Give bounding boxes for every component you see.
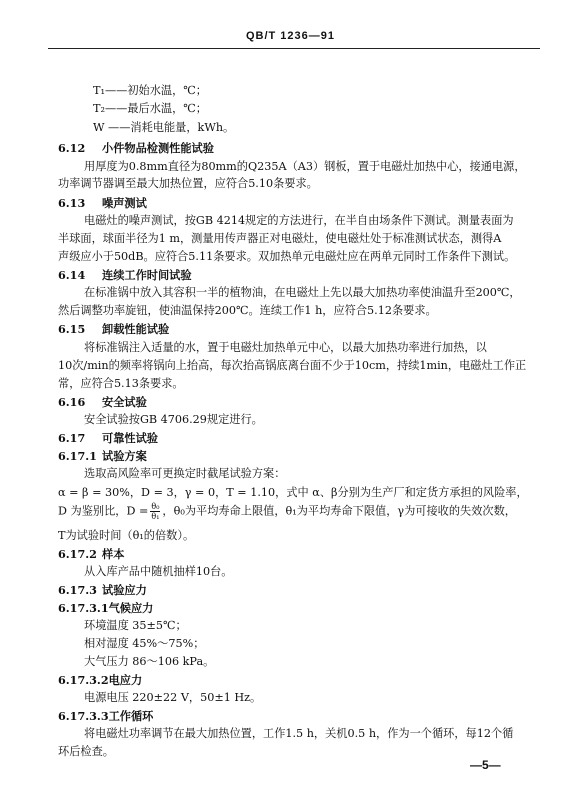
line-text: 噪声测试	[102, 196, 147, 210]
text-line	[58, 359, 526, 373]
section-heading	[58, 196, 147, 210]
section-heading	[58, 268, 192, 282]
text-line	[84, 160, 526, 174]
line-text: 环后检查。	[58, 745, 114, 758]
section-number: 6.17.1	[58, 449, 97, 463]
line-text: T为试验时间（θ₁的倍数）。	[58, 529, 195, 542]
line-text: T₂——最后水温，℃；	[93, 102, 207, 115]
formula-line	[58, 502, 516, 521]
text-line	[93, 121, 234, 135]
section-number: 6.13	[58, 196, 86, 210]
section-heading	[58, 583, 147, 597]
line-text: 电磁灶的噪声测试，按GB 4214规定的方法进行，在半自由场条件下测试。测量表面为	[84, 214, 514, 227]
section-number: 6.17.2	[58, 547, 97, 561]
line-text: 卸载性能试验	[102, 322, 170, 336]
formula-lead: D 为鉴别比，D =	[58, 504, 149, 518]
section-number: 6.17.3.1	[58, 601, 109, 615]
line-text: W ——消耗电能量，kWh。	[93, 121, 235, 134]
text-line	[84, 413, 263, 427]
text-line	[58, 745, 114, 759]
section-number: 6.14	[58, 268, 86, 282]
section-heading	[58, 547, 124, 561]
section-heading	[58, 673, 142, 687]
section-heading	[58, 395, 147, 409]
line-text: 试验应力	[102, 583, 147, 597]
section-number: 6.17.3.3	[58, 709, 109, 723]
text-line	[58, 304, 437, 318]
text-line	[84, 637, 204, 651]
section-number: 6.16	[58, 395, 86, 409]
section-heading	[58, 431, 158, 445]
text-line	[84, 214, 514, 228]
text-line	[84, 727, 513, 741]
line-text: 小件物品检测性能试验	[102, 141, 214, 155]
line-text: 声级应小于50dB。应符合5.11条要求。双加热单元电磁灶应在两单元同时工作条件下测试。	[58, 250, 516, 263]
line-text: 可靠性试验	[102, 431, 158, 445]
line-text: 功率调节器调至最大加热位置，应符合5.10条要求。	[58, 177, 318, 190]
header-rule	[48, 48, 540, 49]
section-number: 6.17	[58, 431, 86, 445]
line-text: 半球面，球面半径为1 m，测量用传声器正对电磁灶，使电磁灶处于标准测试状态，测得A	[58, 232, 502, 245]
page-header: QB/T 1236—91	[245, 30, 336, 42]
text-line	[84, 467, 285, 481]
line-text: 样本	[102, 547, 125, 561]
section-heading	[58, 141, 214, 155]
section-heading	[58, 322, 169, 336]
line-text: 常，应符合5.13条要求。	[58, 377, 184, 390]
section-number: 6.17.3	[58, 583, 97, 597]
line-text: 然后调整功率旋钮，使油温保持200℃。连续工作1 h，应符合5.12条要求。	[58, 304, 437, 317]
section-heading	[58, 601, 153, 615]
section-number: 6.17.3.2	[58, 673, 109, 687]
line-text: 在标准锅中放入其容积一半的植物油，在电磁灶上先以最大加热功率使油温升至200℃，	[84, 286, 521, 299]
line-text: 10次/min的频率将锅向上抬高，每次抬高锅底离台面不少于10cm，持续1min，电磁灶工作正	[58, 359, 527, 372]
line-text: 从入库产品中随机抽样10台。	[84, 565, 233, 578]
text-line	[58, 486, 528, 500]
text-line	[84, 286, 521, 300]
section-heading	[58, 449, 147, 463]
fraction-numerator: θ₀	[151, 502, 160, 511]
line-text: 工作循环	[108, 709, 154, 723]
text-line	[58, 529, 194, 543]
line-text: T₁——初始水温，℃；	[93, 84, 207, 97]
line-text: 将标准锅注入适量的水，置于电磁灶加热单元中心，以最大加热功率进行加热，以	[84, 341, 487, 354]
line-text: 电应力	[108, 673, 143, 687]
line-text: 选取高风险率可更换定时截尾试验方案：	[84, 467, 286, 480]
line-text: 环境温度 35±5℃；	[84, 619, 187, 632]
section-number: 6.12	[58, 141, 86, 155]
text-line	[58, 177, 318, 191]
line-text: 将电磁灶功率调节在最大加热位置，工作1.5 h，关机0.5 h，作为一个循环，每12个循	[84, 727, 514, 740]
line-text: 气候应力	[108, 601, 154, 615]
line-text: 连续工作时间试验	[102, 268, 192, 282]
section-number: 6.15	[58, 322, 86, 336]
page-number: —5—	[470, 758, 501, 772]
text-line	[84, 691, 261, 705]
text-line	[84, 655, 214, 669]
fraction-denominator: θ₁	[151, 512, 160, 521]
text-line	[84, 619, 187, 633]
text-line	[58, 377, 184, 391]
line-text: α = β = 30%，D = 3，γ = 0，T = 1.10，式中 α、β分别为生产厂和定货方承担的风险率，	[58, 486, 528, 499]
line-text: 安全试验按GB 4706.29规定进行。	[84, 413, 263, 426]
text-line	[58, 250, 515, 264]
line-text: 相对湿度 45%～75%；	[84, 637, 205, 650]
line-text: 用厚度为0.8mm直径为80mm的Q235A（A3）钢板，置于电磁灶加热中心，接通电源，	[84, 160, 526, 173]
text-line	[93, 102, 207, 116]
line-text: 安全试验	[102, 395, 147, 409]
text-line	[93, 84, 207, 98]
text-line	[84, 565, 233, 579]
text-line	[84, 341, 487, 355]
line-text: 大气压力 86～106 kPa。	[84, 655, 215, 668]
ratio-fraction	[150, 502, 160, 521]
line-text: 试验方案	[102, 449, 147, 463]
section-heading	[58, 709, 153, 723]
formula-rest: ，θ₀为平均寿命上限值，θ₁为平均寿命下限值，γ为可接收的失效次数，	[162, 504, 516, 518]
line-text: 电源电压 220±22 V，50±1 Hz。	[84, 691, 262, 704]
text-line	[58, 232, 501, 246]
